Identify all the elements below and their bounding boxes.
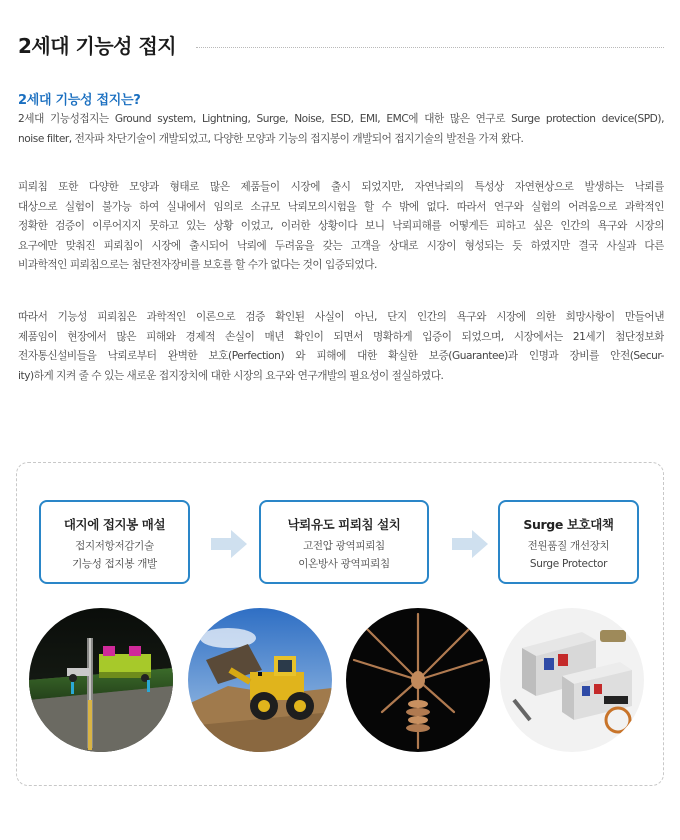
paragraph-line: 정확한 검증이 이루어지지 못하고 있는 상황 이었고, 이러한 상황이다 보니 낙뢰피해를 어떻게든 피하고 싶은 인간의 욕구와 시장의 xyxy=(18,220,664,232)
arrow-right-icon xyxy=(452,530,488,558)
paragraph-line: 제품임이 현장에서 많은 피해와 경제적 손실이 매년 확인이 되면서 명확하게 입증이 되었으며, 시장에서는 21세기 첨단정보화 xyxy=(18,330,664,343)
surge-protector-image xyxy=(500,608,644,752)
paragraph-line: 요구에만 맞춰진 피뢰침이 시장에 출시되어 낙뢰에 두려움을 갖는 고객을 상대로 시장이 형성되는 듯 하였지만 결국 사실과 다른 xyxy=(18,239,664,252)
title-divider xyxy=(196,47,664,48)
intro-paragraph-3 xyxy=(18,308,664,386)
paragraph-line: 대상으로 실험이 불가능 하여 실내에서 임의로 소규모 낙뢰모의시험을 할 수 밖에 없다. 따라서 연구와 실험의 어려움으로 과학적인 xyxy=(18,200,664,213)
intro-paragraph-1 xyxy=(18,110,664,149)
paragraph-line: noise filter, 전자파 차단기술이 개발되었고, 다양한 모양과 기능의 접지봉이 개발되어 접지기술의 발전을 가져 왔다. xyxy=(18,132,524,145)
paragraph-line: 피뢰침 또한 다양한 모양과 형태로 많은 제품들이 시장에 출시 되었지만, 자연낙뢰의 특성상 자연현상으로 발생하는 낙뢰를 xyxy=(18,181,664,193)
step-box-surge-protection xyxy=(498,500,639,584)
step-title: 낙뢰유도 피뢰침 설치 xyxy=(287,517,401,532)
step-box-lightning-rod xyxy=(259,500,429,584)
step-line: 접지저항저감기술 xyxy=(75,540,154,552)
step-title: Surge 보호대책 xyxy=(523,517,614,532)
paragraph-line: ity)하게 지켜 줄 수 있는 새로운 접지장치에 대한 시장의 요구와 연구개발의 필요성이 절실하였다. xyxy=(18,369,444,382)
page-header xyxy=(18,30,664,62)
step-line: 고전압 광역피뢰침 xyxy=(303,540,385,552)
paragraph-line: 따라서 기능성 피뢰침은 과학적인 이론으로 검증 확인된 사실이 아닌, 단지 인간의 욕구와 시장에 의한 희망사항이 만들어낸 xyxy=(18,311,664,323)
section-heading: 2세대 기능성 접지는? xyxy=(18,93,141,108)
paragraph-line: 비과학적인 피뢰침으로는 첨단전자장비를 보호를 할 수가 없다는 것이 입증되었다. xyxy=(18,259,377,271)
step-box-grounding-rod xyxy=(39,500,190,584)
step-line: 기능성 접지봉 개발 xyxy=(72,558,157,570)
step-title: 대지에 접지봉 매설 xyxy=(63,517,166,532)
lightning-rod-image xyxy=(346,608,490,752)
paragraph-line: 2세대 기능성접지는 Ground system, Lightning, Surge, Noise, ESD, EMI, EMC에 대한 많은 연구로 Surge protection device(SPD), xyxy=(18,113,664,125)
intro-paragraph-2 xyxy=(18,178,664,276)
paragraph-line: 전자통신설비들을 낙뢰로부터 완벽한 보호(Perfection) 와 피해에 대한 확실한 보증(Guarantee)과 인명과 장비를 안전(Secur- xyxy=(18,350,664,362)
step-line: 이온방사 광역피뢰침 xyxy=(298,558,390,570)
step-line: Surge Protector xyxy=(529,558,608,570)
step-line: 전원품질 개선장치 xyxy=(527,540,610,552)
loader-machine-image xyxy=(188,608,332,752)
page-title: 2세대 기능성 접지 xyxy=(18,34,177,58)
arrow-right-icon xyxy=(211,530,247,558)
grounding-rod-image xyxy=(29,608,173,752)
